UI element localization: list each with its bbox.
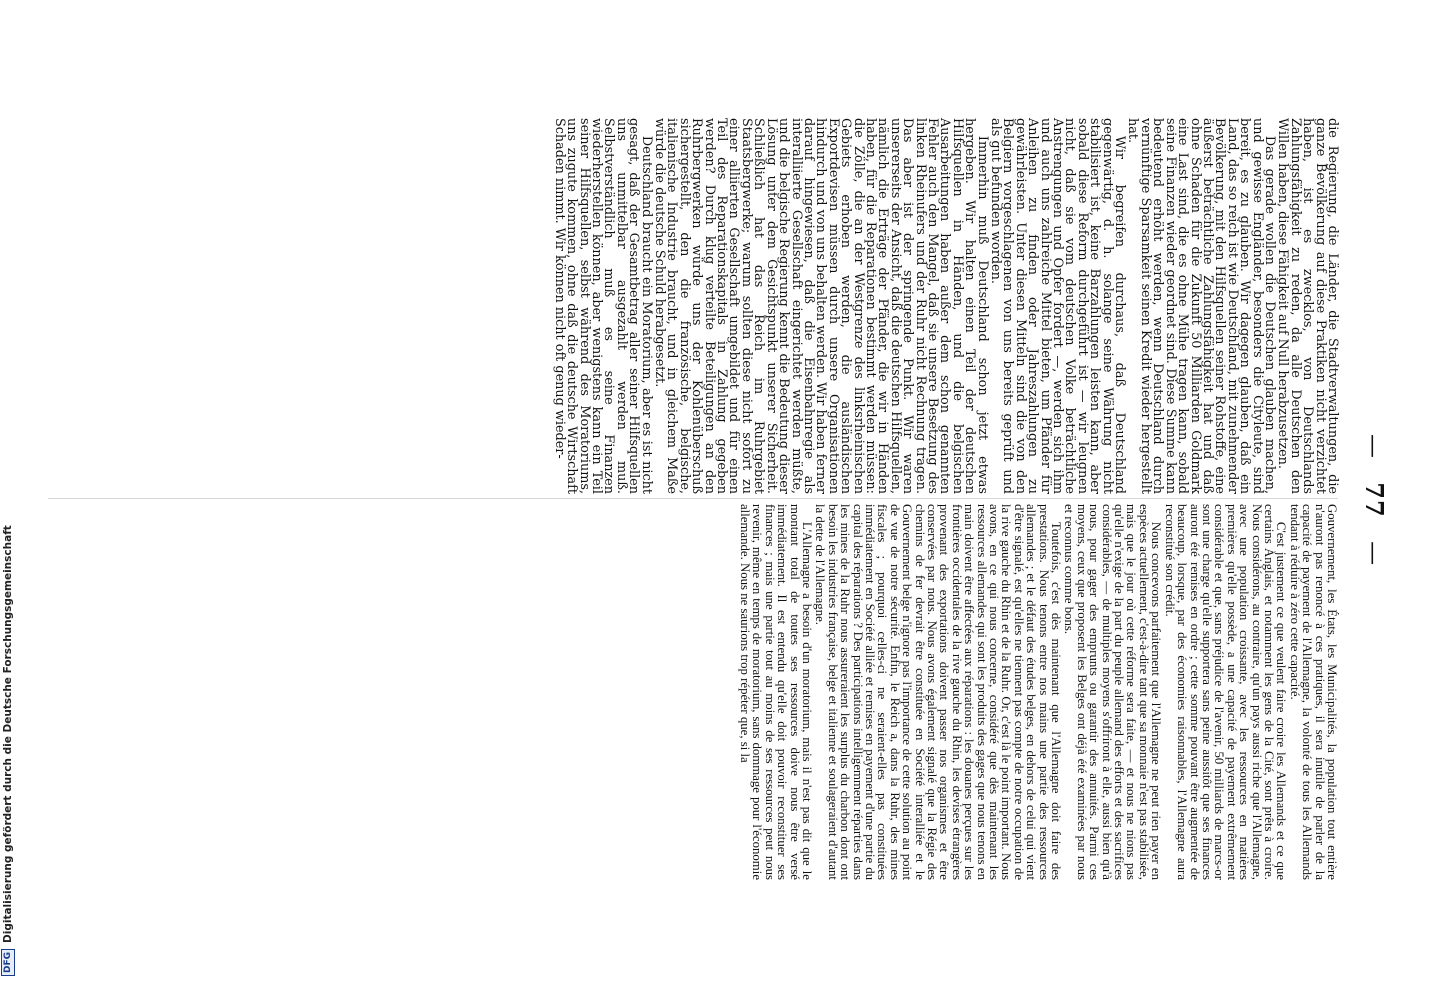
page-number-dash-right: — <box>1360 541 1388 567</box>
german-paragraph: Immerhin muß Deutschland schon jetzt etwas hergeben. Wir halten einen Teil der deutschen Hilfsquellen in Händen, und die belgischen Ausarbeitungen haben außer dem schon genannten Fehler auch den Mangel, daß sie unsere Besetzung des linken Rheinufers und der Ruhr nicht Rechnung tragen. Das aber ist der springende Punkt. Wir waren unsererseits der Ansicht, daß die deutschen Hilfsquellen, nämlich die Erträge der Pfänder, die wir in Händen haben, für die Reparationen bestimmt werden müssen: die Zölle, die an der Westgrenze des linksrheinischen Gebiets erhoben werden, die ausländischen Exportdevisen müssen durch unsere Organisationen hindurch und von uns behalten werden. Wir haben ferner darauf hingewiesen, daß die Eisenbahnregie als interalliierte Gesellschaft eingerichtet werden müßte, und die belgische Regierung kennt die Bedeutung dieser Lösung unter dem Gesichtspunkt unserer Sicherheit. Schließlich hat das Reich im Ruhrgebiet Staatsbergwerke; warum sollten diese nicht sofort zu einer alliierten Gesellschaft umgebildet und für einen Teil des Reparationskapitals in Zahlung gegeben werden? Durch klug verteilte Beteiligungen an den Ruhrbergwerken würde uns der Kohlenüberschuß sichergestellt, den die französische, belgische, italienische Industrie braucht, und in gleichem Maße würde die deutsche Schuld herabgesetzt. <box>652 118 990 494</box>
page-number-dash-left: — <box>1360 433 1388 459</box>
german-paragraph: Das gerade wollen die Deutschen glauben machen, und gewisse Engländer, besonders die Cityleute, sind bereit, es zu glauben. Wir dagegen glauben, daß ein Land, das so reich ist wie Deutschland, mit zunehmender Bevölkerung, mit den Hilfsquellen seiner Rohstoffe, eine äußerst beträchtliche Zahlungsfähigkeit hat und daß ohne Schaden für die Zukunft 50 Milliarden Goldmark eine Last sind, die es ohne Mühe tragen kann, sobald seine Finanzen wieder geordnet sind. Diese Summe kann bedeutend erhöht werden, wenn Deutschland durch vernünftige Sparsamkeit seinen Kredit wieder hergestellt hat. <box>1125 118 1277 494</box>
credit-text: Digitalisierung gefördert durch die Deutsche Forschungsgemeinschaft <box>2 525 14 943</box>
french-paragraph: L'Allemagne a besoin d'un moratorium, mais il n'est pas dit que le montant total de toutes ses ressources doive nous être versé immédiatement. Il est entendu qu'elle doit pouvoir reconstituer ses finances ; mais une partie tout au moins de ses ressources peut nous revenir, même en temps de moratorium, sans dommage pour l'économie allemande. Nous ne saurions trop répéter que, si la <box>737 504 814 880</box>
page-number-value: 77 <box>1360 482 1389 518</box>
french-paragraph: Nous concevons parfaitement que l'Allemagne ne peut rien payer en espèces actuellement, c'est-à-dire tant que sa monnaie n'est pas stabilisée, mais que le jour où cette réforme sera faite, — et nous ne nions pas qu'elle n'exige de la part du peuple allemand des efforts et des sacrifices considérables, — de multiples moyens s'offriront à elle, aussi bien qu'à nous, pour gager des emprunts ou garantir des annuités. Parmi ces moyens, ceux que proposent les Belges ont déjà été examinées par nous et reconnus comme bons. <box>1062 504 1164 880</box>
dfg-logo-icon: DFG <box>1 949 15 976</box>
french-paragraph: Gouvernement, les États, les Municipalités, la population tout entière n'auront pas renoncé à ces pratiques, il sera inutile de parler de la capacité de payement de l'Allemagne, la volonté de tous les Allemands tendant à réduire à zéro cette capacité. <box>1287 504 1339 880</box>
page-number <box>1360 0 1389 1000</box>
digitisation-credit <box>0 0 16 976</box>
french-paragraph: Toutefois, c'est dès maintenant que l'Allemagne doit faire des prestations. Nous tenons entre nos mains une partie des ressources allemandes ; et le défaut des études belges, en dehors de celui qui vient d'être signalé, est qu'elles ne tiennent pas compte de notre occupation de la rive gauche du Rhin et de la Ruhr. Or, c'est là le point important. Nous avons, en ce qui nous concerne, considéré que dès maintenant les ressources allemandes qui sont les produits des gages que nous tenons en main doivent être affectées aux réparations : les douanes perçues sur les frontières occidentales de la rive gauche du Rhin, les devises étrangères provenant des exportations doivent passer nos organismes et être conservées par nous. Nous avons également signalé que la Régie des chemins de fer devrait être constituée en Société interalliée et le Gouvernement belge n'ignore pas l'importance de cette solution au point de vue de notre sécurité. Enfin, le Reich a, dans la Ruhr, des mines fiscales ; pourquoi celles-ci ne seraient-elles pas constituées immédiatement en Société alliée et remises en payement d'une partie du capital des réparations ? Des participations intelligemment réparties dans les mines de la Ruhr nous assureraient les surplus du charbon dont ont besoin les industries française, belge et italienne et soulageraient d'autant la dette de l'Allemagne. <box>813 504 1064 880</box>
french-text-column <box>739 504 1339 880</box>
french-paragraph: C'est justement ce que veulent faire croire les Allemands et ce que certains Anglais, et notamment les gens de la Cité, sont prêts à croire. Nous considérons, au contraire, qu'un pays aussi riche que l'Allemagne, avec une population croissante, avec les ressources en matières premières qu'elle possède, a une capacité de payement extrêmement considérable et que, sans préjudice de l'avenir, 50 milliards de marcs-or sont une charge qu'elle supportera sans peine aussitôt que ses finances auront été remises en ordre ; cette somme pouvant être augmentée de beaucoup, lorsque, par des économies raisonnables, l'Allemagne aura reconstitué son crédit. <box>1162 504 1289 880</box>
column-divider <box>48 498 1338 499</box>
german-paragraph: Wir begreifen durchaus, daß Deutschland gegenwärtig, d. h. solange seine Währung nicht stabilisiert ist, keine Barzahlungen leisten kann, aber sobald diese Reform durchgeführt ist — wir leugnen nicht, daß sie vom deutschen Volke beträchtliche Anstrengungen und Opfer fordert —, werden sich ihm und auch uns zahlreiche Mittel bieten, um Pfänder für Anleihen zu finden oder Jahreszahlungen zu gewährleisten. Unter diesen Mitteln sind die von den Belgiern vorgeschlagenen von uns bereits geprüft und als gut befunden worden. <box>988 118 1128 494</box>
german-text-column <box>552 118 1338 494</box>
german-paragraph: die Regierung, die Länder, die Stadtverwaltungen, die ganze Bevölkerung auf diese Praktiken nicht verzichtet haben, ist es zwecklos, von Deutschlands Zahlungsfähigkeit zu reden, da alle Deutschen den Willen haben, diese Fähigkeit auf Null herabzusetzen. <box>1275 118 1340 494</box>
german-paragraph: Deutschland braucht ein Moratorium, aber es ist nicht gesagt, daß der Gesamtbetrag aller seiner Hilfsquellen uns unmittelbar ausgezahlt werden muß. Selbstverständlich muß es seine Finanzen wiederherstellen können, aber wenigstens kann ein Teil seiner Hilfsquellen, selbst während des Moratoriums, uns zugute kommen, ohne daß die deutsche Wirtschaft Schaden nimmt. Wir können nicht oft genug wieder- <box>551 118 654 494</box>
digitisation-credit-strip <box>0 0 16 1000</box>
